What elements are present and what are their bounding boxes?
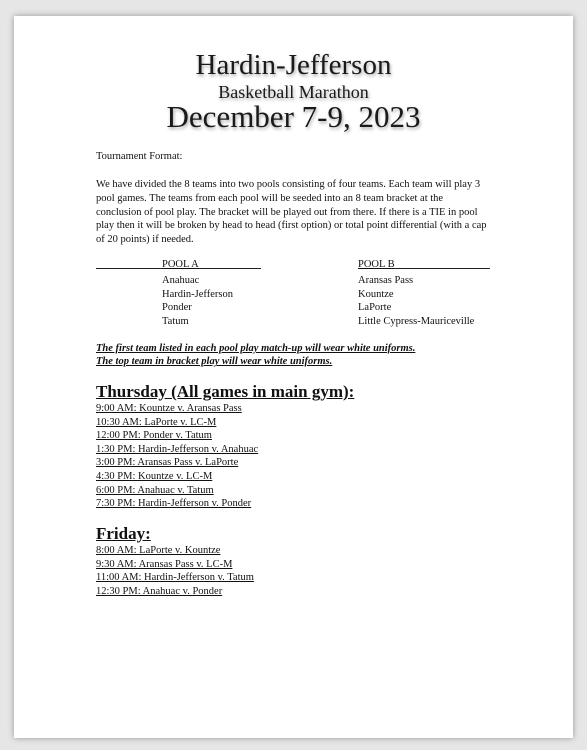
- pool-a-team: Anahuac: [162, 275, 200, 286]
- pool-a-heading: POOL A: [162, 259, 199, 270]
- uniform-note: The top team in bracket play will wear white uniforms.: [96, 356, 333, 368]
- pool-a-team: Hardin-Jefferson: [162, 288, 233, 300]
- uniform-note: The first team listed in each pool play match-up will wear white uniforms.: [96, 343, 416, 354]
- game-entry: 9:30 AM: Aransas Pass v. LC-M: [96, 558, 233, 570]
- game-entry: 3:00 PM: Aransas Pass v. LaPorte: [96, 457, 239, 469]
- game-entry: 10:30 AM: LaPorte v. LC-M: [96, 416, 217, 428]
- game-entry: 8:00 AM: LaPorte v. Kountze: [96, 545, 221, 556]
- pool-a-team: Tatum: [162, 315, 189, 327]
- friday-heading: Friday:: [96, 524, 151, 543]
- pool-b-list: [358, 274, 474, 328]
- pool-b-team: LaPorte: [358, 302, 392, 314]
- document-page: [14, 16, 573, 738]
- game-entry: 4:30 PM: Kountze v. LC-M: [96, 470, 213, 482]
- school-title: Hardin-Jefferson: [195, 49, 392, 81]
- pool-b-team: Aransas Pass: [358, 275, 414, 286]
- pool-a-list: [162, 274, 233, 328]
- game-entry: 9:00 AM: Kountze v. Aransas Pass: [96, 403, 242, 414]
- format-text: We have divided the 8 teams into two pools consisting of four teams. Each team will play 3 pool games. The teams from each pool will be seeded into an 8 team bracket at the conclusion of pool play. The bracket will be played out from there. If there is a TIE in pool play then it will be broken by head to head (first option) or total point differential (with a cap of 20 points) if needed.: [96, 179, 487, 246]
- game-entry: 7:30 PM: Hardin-Jefferson v. Ponder: [96, 498, 252, 510]
- uniform-notes: [96, 342, 415, 368]
- thursday-heading: Thursday (All games in main gym):: [96, 382, 355, 401]
- game-entry: 1:30 PM: Hardin-Jefferson v. Anahuac: [96, 443, 259, 455]
- pool-b-team: Kountze: [358, 288, 394, 300]
- game-entry: 11:00 AM: Hardin-Jefferson v. Tatum: [96, 572, 254, 584]
- game-entry: 12:00 PM: Ponder v. Tatum: [96, 430, 212, 442]
- pool-b-team: Little Cypress-Mauriceville: [358, 315, 475, 327]
- event-title: Basketball Marathon: [218, 82, 369, 102]
- pool-b-heading: POOL B: [358, 259, 395, 270]
- friday-games: [96, 544, 254, 598]
- game-entry: 12:30 PM: Anahuac v. Ponder: [96, 585, 223, 597]
- format-label: Tournament Format:: [96, 151, 183, 162]
- event-dates: December 7-9, 2023: [166, 99, 421, 134]
- game-entry: 6:00 PM: Anahuac v. Tatum: [96, 484, 214, 496]
- pool-a-team: Ponder: [162, 302, 192, 314]
- thursday-games: [96, 402, 258, 511]
